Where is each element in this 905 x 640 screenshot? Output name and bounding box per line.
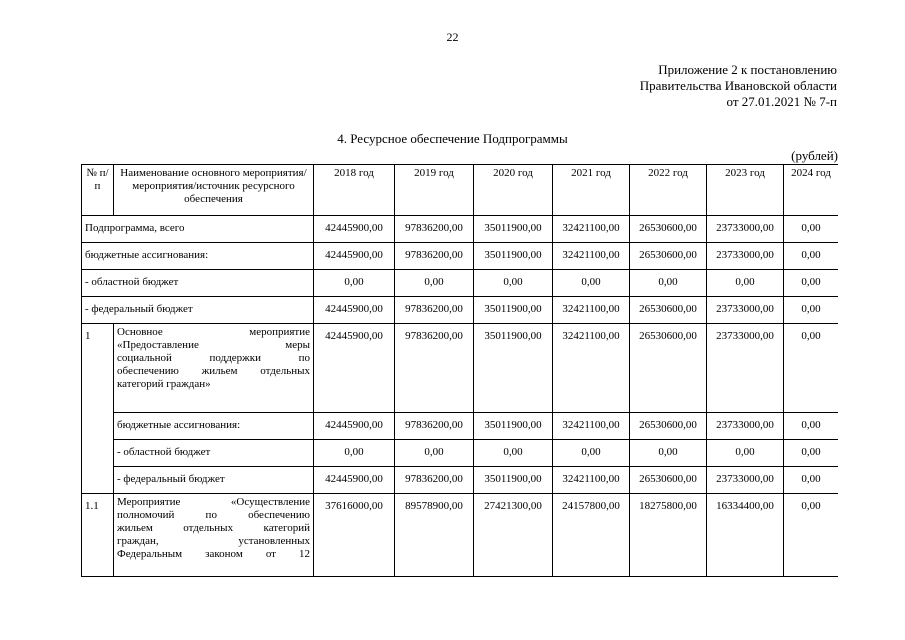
row-label: бюджетные ассигнования: — [114, 413, 314, 440]
cell-value: 89578900,00 — [395, 494, 474, 577]
cell-value: 32421100,00 — [553, 413, 630, 440]
table-row — [82, 413, 839, 440]
description-line: жильем отдельных категорий — [117, 522, 310, 534]
cell-value: 97836200,00 — [395, 297, 474, 324]
table-row — [82, 297, 839, 324]
cell-value: 0,00 — [784, 216, 839, 243]
cell-value: 26530600,00 — [630, 467, 707, 494]
cell-value: 24157800,00 — [553, 494, 630, 577]
cell-value: 26530600,00 — [630, 413, 707, 440]
cell-value: 42445900,00 — [314, 324, 395, 413]
item-description — [114, 324, 314, 413]
cell-value: 0,00 — [630, 440, 707, 467]
cell-value: 18275800,00 — [630, 494, 707, 577]
row-label: - областной бюджет — [114, 440, 314, 467]
header-year: 2022 год — [630, 165, 707, 216]
header-year: 2021 год — [553, 165, 630, 216]
cell-value: 23733000,00 — [707, 297, 784, 324]
cell-value: 26530600,00 — [630, 216, 707, 243]
cell-value: 42445900,00 — [314, 243, 395, 270]
cell-value: 42445900,00 — [314, 467, 395, 494]
row-label: - федеральный бюджет — [82, 297, 314, 324]
cell-value: 23733000,00 — [707, 413, 784, 440]
cell-value: 23733000,00 — [707, 467, 784, 494]
cell-value: 32421100,00 — [553, 467, 630, 494]
cell-value: 0,00 — [784, 324, 839, 413]
cell-value: 0,00 — [784, 494, 839, 577]
table-row — [82, 270, 839, 297]
item-description — [114, 494, 314, 577]
row-label: бюджетные ассигнования: — [82, 243, 314, 270]
cell-value: 0,00 — [474, 270, 553, 297]
cell-value: 35011900,00 — [474, 467, 553, 494]
header-year: 2024 год — [784, 165, 839, 216]
table-row — [82, 467, 839, 494]
cell-value: 32421100,00 — [553, 324, 630, 413]
cell-value: 0,00 — [314, 270, 395, 297]
cell-value: 97836200,00 — [395, 216, 474, 243]
item-number: 1 — [82, 324, 114, 494]
appendix-line-2: Правительства Ивановской области — [639, 78, 837, 93]
table-row — [82, 243, 839, 270]
table-row — [82, 494, 839, 577]
table-header-row — [82, 165, 839, 216]
cell-value: 26530600,00 — [630, 297, 707, 324]
cell-value: 0,00 — [784, 243, 839, 270]
resource-table-container — [81, 164, 838, 580]
resource-table — [81, 164, 838, 577]
description-line: социальной поддержки по — [117, 352, 310, 364]
cell-value: 23733000,00 — [707, 216, 784, 243]
cell-value: 0,00 — [553, 440, 630, 467]
cell-value: 35011900,00 — [474, 324, 553, 413]
section-title: 4. Ресурсное обеспечение Подпрограммы — [337, 131, 568, 146]
header-year: 2023 год — [707, 165, 784, 216]
units-label: (рублей) — [791, 148, 838, 163]
cell-value: 32421100,00 — [553, 243, 630, 270]
cell-value: 0,00 — [784, 297, 839, 324]
cell-value: 0,00 — [395, 270, 474, 297]
cell-value: 0,00 — [784, 270, 839, 297]
cell-value: 0,00 — [553, 270, 630, 297]
row-label: - федеральный бюджет — [114, 467, 314, 494]
description-line: Федеральным законом от 12 — [117, 548, 310, 560]
cell-value: 32421100,00 — [553, 297, 630, 324]
header-name: Наименование основного мероприятия/мероприятия/источник ресурсного обеспечения — [114, 165, 314, 216]
cell-value: 0,00 — [707, 270, 784, 297]
table-row — [82, 324, 839, 413]
table-row — [82, 216, 839, 243]
cell-value: 0,00 — [784, 467, 839, 494]
cell-value: 0,00 — [314, 440, 395, 467]
cell-value: 42445900,00 — [314, 413, 395, 440]
cell-value: 42445900,00 — [314, 216, 395, 243]
appendix-header — [640, 62, 837, 110]
description-line: обеспечению жильем отдельных — [117, 365, 310, 377]
description-line: граждан, установленных — [117, 535, 310, 547]
cell-value: 23733000,00 — [707, 324, 784, 413]
page-number: 22 — [446, 30, 459, 44]
cell-value: 26530600,00 — [630, 243, 707, 270]
cell-value: 0,00 — [474, 440, 553, 467]
cell-value: 0,00 — [784, 440, 839, 467]
cell-value: 16334400,00 — [707, 494, 784, 577]
appendix-line-3: от 27.01.2021 № 7-п — [726, 94, 837, 109]
cell-value: 35011900,00 — [474, 413, 553, 440]
description-line: полномочий по обеспечению — [117, 509, 310, 521]
appendix-line-1: Приложение 2 к постановлению — [658, 62, 837, 77]
header-year: 2019 год — [395, 165, 474, 216]
cell-value: 23733000,00 — [707, 243, 784, 270]
cell-value: 42445900,00 — [314, 297, 395, 324]
description-line: Мероприятие «Осуществление — [117, 496, 310, 508]
table-row — [82, 440, 839, 467]
cell-value: 26530600,00 — [630, 324, 707, 413]
cell-value: 35011900,00 — [474, 297, 553, 324]
description-line: Основное мероприятие — [117, 326, 310, 338]
cell-value: 27421300,00 — [474, 494, 553, 577]
item-number: 1.1 — [82, 494, 114, 577]
cell-value: 97836200,00 — [395, 413, 474, 440]
cell-value: 37616000,00 — [314, 494, 395, 577]
description-line: категорий граждан» — [117, 378, 211, 390]
description-line: «Предоставление меры — [117, 339, 310, 351]
header-num: № п/п — [82, 165, 114, 216]
row-label: Подпрограмма, всего — [82, 216, 314, 243]
cell-value: 97836200,00 — [395, 243, 474, 270]
header-year: 2018 год — [314, 165, 395, 216]
cell-value: 0,00 — [707, 440, 784, 467]
cell-value: 97836200,00 — [395, 467, 474, 494]
cell-value: 0,00 — [395, 440, 474, 467]
header-year: 2020 год — [474, 165, 553, 216]
cell-value: 35011900,00 — [474, 216, 553, 243]
cell-value: 35011900,00 — [474, 243, 553, 270]
cell-value: 0,00 — [784, 413, 839, 440]
cell-value: 32421100,00 — [553, 216, 630, 243]
cell-value: 0,00 — [630, 270, 707, 297]
row-label: - областной бюджет — [82, 270, 314, 297]
cell-value: 97836200,00 — [395, 324, 474, 413]
